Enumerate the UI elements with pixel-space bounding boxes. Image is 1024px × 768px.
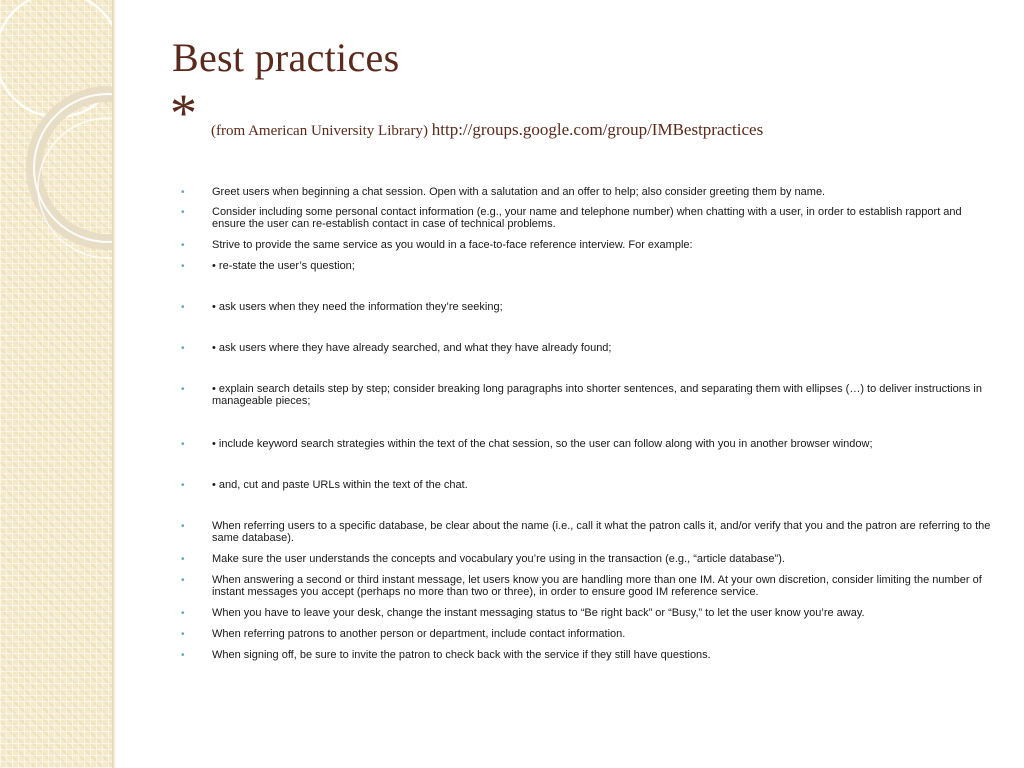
- slide-title: Best practices: [172, 35, 400, 80]
- list-item-text: • re-state the user’s question;: [212, 260, 355, 272]
- list-item-text: Strive to provide the same service as you would in a face-to-face reference interview. For example:: [212, 239, 693, 251]
- bullet-dot-icon: •: [181, 384, 185, 395]
- title-asterisk: *: [170, 83, 197, 143]
- bullet-dot-icon: •: [181, 608, 185, 619]
- list-item: [178, 301, 998, 313]
- list-item-text: When referring users to a specific database, be clear about the name (i.e., call it what the patron calls it, and/or verify that you and the patron are referring to the same database).: [212, 520, 991, 544]
- list-item-text: Greet users when beginning a chat session. Open with a salutation and an offer to help; also consider greeting them by name.: [212, 186, 826, 198]
- source-attribution: [211, 120, 763, 140]
- bullet-dot-icon: •: [181, 240, 185, 251]
- list-item-text: Consider including some personal contact information (e.g., your name and telephone number) when chatting with a user, in order to establish rapport and ensure the user can re-establish contact in case of technical problems.: [212, 206, 962, 230]
- list-item-text: When signing off, be sure to invite the patron to check back with the service if they still have questions.: [212, 649, 711, 661]
- list-item: [178, 260, 998, 272]
- list-item: [178, 239, 998, 251]
- list-item-text: • ask users where they have already searched, and what they have already found;: [212, 342, 612, 354]
- bullet-dot-icon: •: [181, 439, 185, 450]
- bullet-dot-icon: •: [181, 261, 185, 272]
- list-item-text: • include keyword search strategies within the text of the chat session, so the user can follow along with you in another browser window;: [212, 438, 873, 450]
- list-item: [178, 383, 998, 407]
- list-item: [178, 628, 998, 640]
- list-item-text: • ask users when they need the information they’re seeking;: [212, 301, 503, 313]
- decorative-rings-graphic: [0, 0, 114, 300]
- bullet-dot-icon: •: [181, 480, 185, 491]
- bullet-dot-icon: •: [181, 343, 185, 354]
- bullet-dot-icon: •: [181, 650, 185, 661]
- bullet-dot-icon: •: [181, 575, 185, 586]
- list-item: [178, 649, 998, 661]
- list-item: [178, 206, 998, 230]
- list-item-text: Make sure the user understands the concepts and vocabulary you’re using in the transaction (e.g., “article database”).: [212, 553, 785, 565]
- bullet-dot-icon: •: [181, 207, 185, 218]
- bullet-dot-icon: •: [181, 554, 185, 565]
- list-item: [178, 520, 998, 544]
- source-prefix: (from American University Library): [211, 123, 432, 139]
- source-url: http://groups.google.com/group/IMBestpractices: [431, 120, 764, 139]
- list-item-text: When you have to leave your desk, change the instant messaging status to “Be right back” or “Busy,” to let the user know you’re away.: [212, 607, 865, 619]
- bullet-dot-icon: •: [181, 187, 185, 198]
- bullet-dot-icon: •: [181, 302, 185, 313]
- list-item-text: • and, cut and paste URLs within the text of the chat.: [212, 479, 468, 491]
- list-item: [178, 186, 998, 198]
- decorative-side-band: [0, 0, 114, 768]
- best-practices-list: [178, 186, 998, 661]
- list-item-text: When answering a second or third instant message, let users know you are handling more than one IM. At your own discretion, consider limiting the number of instant messages you accept (perhaps no more than two or three), in order to ensure good IM reference service.: [212, 574, 982, 598]
- list-item: [178, 574, 998, 598]
- list-item: [178, 342, 998, 354]
- list-item: [178, 479, 998, 491]
- bullet-dot-icon: •: [181, 521, 185, 532]
- bullet-dot-icon: •: [181, 629, 185, 640]
- list-item-text: When referring patrons to another person or department, include contact information.: [212, 628, 626, 640]
- list-item-text: • explain search details step by step; consider breaking long paragraphs into shorter sentences, and separating them with ellipses (…) to deliver instructions in manageable pieces;: [212, 383, 982, 407]
- list-item: [178, 438, 998, 450]
- list-item: [178, 553, 998, 565]
- band-edge-divider: [112, 0, 116, 768]
- list-item: [178, 607, 998, 619]
